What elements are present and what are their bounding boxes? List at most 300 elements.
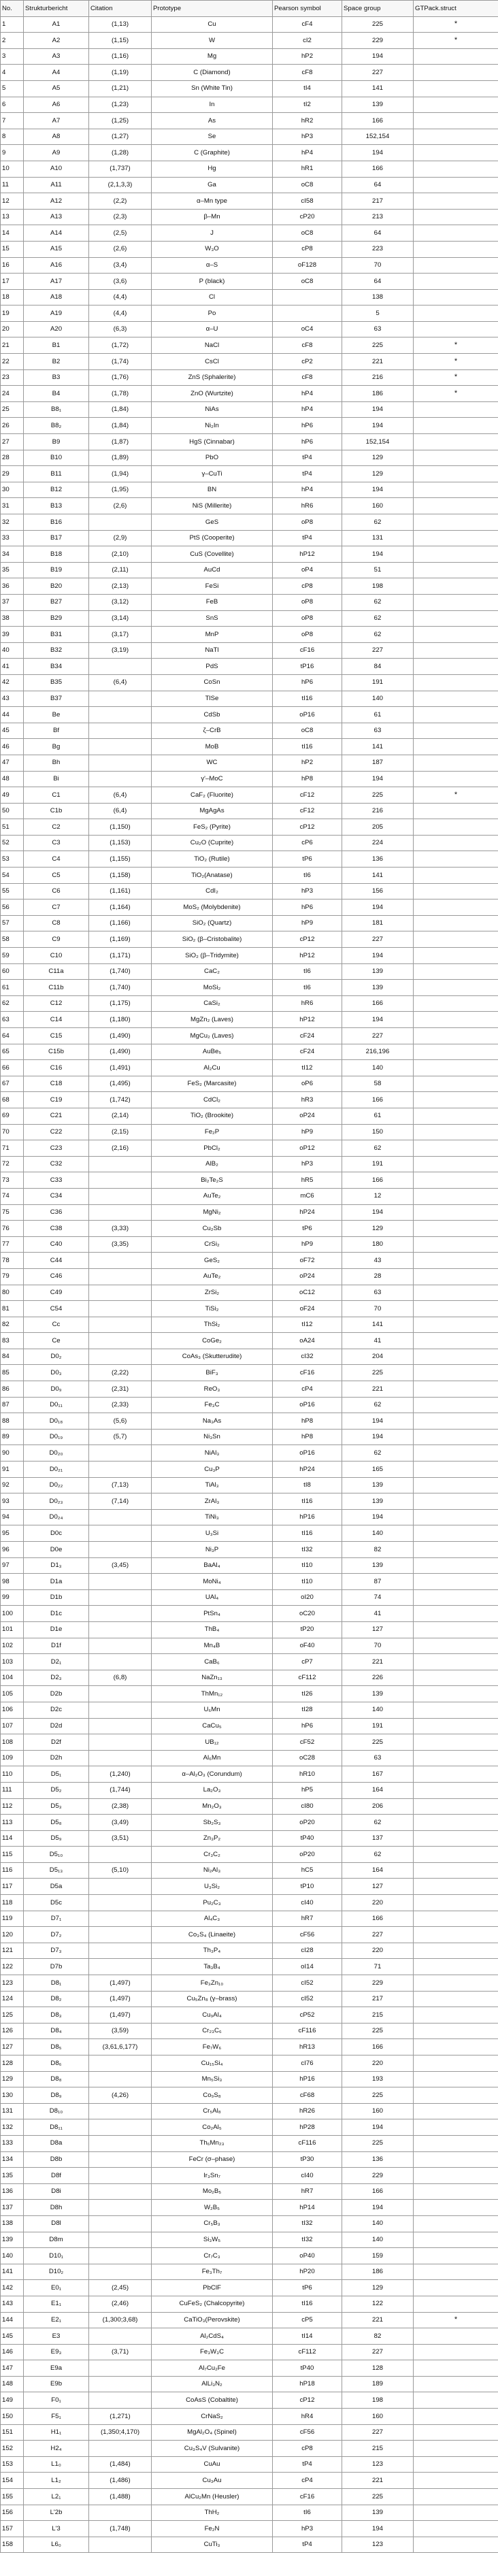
cell-no: 60 bbox=[1, 963, 24, 980]
table-row bbox=[1, 819, 498, 836]
cell-space-group: 227 bbox=[342, 642, 414, 659]
cell-space-group: 139 bbox=[342, 1686, 414, 1702]
table-row bbox=[1, 931, 498, 948]
cell-space-group: 194 bbox=[342, 145, 414, 161]
table-row bbox=[1, 2489, 498, 2505]
cell-no: 96 bbox=[1, 1542, 24, 1558]
table-row bbox=[1, 659, 498, 675]
cell-no: 156 bbox=[1, 2505, 24, 2521]
cell-pearson-symbol: cI76 bbox=[273, 2055, 342, 2072]
cell-space-group: 180 bbox=[342, 1236, 414, 1253]
cell-pearson-symbol: tP40 bbox=[273, 1830, 342, 1847]
table-row bbox=[1, 1750, 498, 1766]
cell-citation bbox=[89, 707, 152, 723]
table-row bbox=[1, 2280, 498, 2296]
table-row bbox=[1, 1044, 498, 1060]
cell-no: 86 bbox=[1, 1381, 24, 1398]
cell-pearson-symbol: hP6 bbox=[273, 434, 342, 450]
cell-strukturbericht: B3 bbox=[24, 369, 89, 386]
cell-citation bbox=[89, 691, 152, 707]
cell-citation: (1,95) bbox=[89, 482, 152, 498]
cell-gtpack-struct bbox=[414, 1349, 498, 1365]
cell-no: 130 bbox=[1, 2087, 24, 2104]
cell-pearson-symbol: cP8 bbox=[273, 578, 342, 595]
cell-space-group: 166 bbox=[342, 113, 414, 129]
cell-gtpack-struct bbox=[414, 2376, 498, 2392]
cell-citation bbox=[89, 2200, 152, 2216]
table-row bbox=[1, 1204, 498, 1221]
cell-gtpack-struct bbox=[414, 1076, 498, 1092]
table-row bbox=[1, 2135, 498, 2151]
table-row bbox=[1, 2200, 498, 2216]
cell-gtpack-struct bbox=[414, 915, 498, 931]
cell-citation: (1,169) bbox=[89, 931, 152, 948]
cell-strukturbericht: A16 bbox=[24, 257, 89, 274]
cell-strukturbericht: D2₁ bbox=[24, 1654, 89, 1670]
cell-gtpack-struct bbox=[414, 1589, 498, 1606]
cell-pearson-symbol: oC12 bbox=[273, 1285, 342, 1301]
table-row bbox=[1, 803, 498, 819]
cell-space-group: 129 bbox=[342, 450, 414, 466]
cell-citation bbox=[89, 1253, 152, 1269]
table-row bbox=[1, 1124, 498, 1140]
table-row bbox=[1, 2087, 498, 2104]
cell-citation bbox=[89, 2135, 152, 2151]
cell-no: 124 bbox=[1, 1991, 24, 2007]
cell-prototype: Hg bbox=[152, 161, 273, 177]
cell-pearson-symbol: cI28 bbox=[273, 1943, 342, 1959]
cell-citation: (1,240) bbox=[89, 1766, 152, 1783]
cell-prototype: TiO₂ (Brookite) bbox=[152, 1108, 273, 1124]
cell-pearson-symbol: cI2 bbox=[273, 33, 342, 49]
cell-space-group: 220 bbox=[342, 1895, 414, 1911]
cell-citation bbox=[89, 1268, 152, 1285]
table-row bbox=[1, 1702, 498, 1718]
cell-gtpack-struct bbox=[414, 2409, 498, 2425]
cell-citation bbox=[89, 1156, 152, 1172]
cell-prototype: MgAgAs bbox=[152, 803, 273, 819]
table-row bbox=[1, 1574, 498, 1590]
cell-pearson-symbol: hR7 bbox=[273, 2183, 342, 2200]
cell-strukturbericht: D8h bbox=[24, 2200, 89, 2216]
cell-gtpack-struct bbox=[414, 851, 498, 868]
cell-prototype: Co₂Al₅ bbox=[152, 2119, 273, 2136]
cell-no: 69 bbox=[1, 1108, 24, 1124]
cell-space-group: 62 bbox=[342, 1140, 414, 1157]
cell-prototype: Ga bbox=[152, 177, 273, 193]
cell-prototype: Po bbox=[152, 306, 273, 322]
cell-prototype: U₆Mn bbox=[152, 1702, 273, 1718]
cell-no: 49 bbox=[1, 787, 24, 804]
cell-citation: (6,4) bbox=[89, 803, 152, 819]
cell-gtpack-struct bbox=[414, 2087, 498, 2104]
cell-gtpack-struct bbox=[414, 257, 498, 274]
cell-space-group: 123 bbox=[342, 2456, 414, 2473]
cell-citation bbox=[89, 514, 152, 531]
cell-gtpack-struct bbox=[414, 2344, 498, 2360]
table-row bbox=[1, 723, 498, 739]
cell-no: 139 bbox=[1, 2232, 24, 2248]
cell-gtpack-struct bbox=[414, 2232, 498, 2248]
cell-citation: (1,488) bbox=[89, 2489, 152, 2505]
cell-pearson-symbol: hR6 bbox=[273, 995, 342, 1012]
cell-no: 29 bbox=[1, 466, 24, 482]
cell-no: 81 bbox=[1, 1301, 24, 1317]
cell-no: 22 bbox=[1, 354, 24, 370]
cell-prototype: FeB bbox=[152, 594, 273, 610]
cell-no: 155 bbox=[1, 2489, 24, 2505]
cell-pearson-symbol: tP6 bbox=[273, 2280, 342, 2296]
cell-prototype: Fe₂N bbox=[152, 2521, 273, 2537]
cell-prototype: NiAl₃ bbox=[152, 1445, 273, 1462]
cell-prototype: PbO bbox=[152, 450, 273, 466]
cell-prototype: CoAsS (Cobaltite) bbox=[152, 2392, 273, 2409]
cell-pearson-symbol: cF16 bbox=[273, 2489, 342, 2505]
cell-gtpack-struct bbox=[414, 1862, 498, 1879]
cell-strukturbericht: C1 bbox=[24, 787, 89, 804]
cell-no: 97 bbox=[1, 1557, 24, 1574]
cell-gtpack-struct bbox=[414, 1654, 498, 1670]
cell-space-group: 64 bbox=[342, 225, 414, 242]
cell-gtpack-struct bbox=[414, 1734, 498, 1751]
cell-strukturbericht: D5c bbox=[24, 1895, 89, 1911]
cell-prototype: Ni₃P bbox=[152, 1542, 273, 1558]
cell-citation bbox=[89, 1204, 152, 1221]
cell-no: 146 bbox=[1, 2344, 24, 2360]
cell-citation bbox=[89, 2232, 152, 2248]
cell-no: 127 bbox=[1, 2039, 24, 2055]
cell-strukturbericht: A7 bbox=[24, 113, 89, 129]
cell-space-group: 216,196 bbox=[342, 1044, 414, 1060]
cell-space-group: 140 bbox=[342, 1525, 414, 1542]
cell-gtpack-struct bbox=[414, 883, 498, 899]
cell-strukturbericht: Cc bbox=[24, 1317, 89, 1333]
cell-prototype: SiO₂ (β–Tridymite) bbox=[152, 948, 273, 964]
cell-space-group: 160 bbox=[342, 2409, 414, 2425]
table-row bbox=[1, 1975, 498, 1992]
col-header-citation: Citation bbox=[89, 1, 152, 17]
cell-no: 70 bbox=[1, 1124, 24, 1140]
cell-gtpack-struct bbox=[414, 2071, 498, 2087]
cell-gtpack-struct bbox=[414, 1525, 498, 1542]
table-row bbox=[1, 418, 498, 434]
cell-pearson-symbol: cF16 bbox=[273, 1365, 342, 1381]
cell-pearson-symbol: hP3 bbox=[273, 129, 342, 145]
cell-prototype: Co₉S₈ bbox=[152, 2087, 273, 2104]
cell-space-group: 139 bbox=[342, 1493, 414, 1510]
cell-space-group: 139 bbox=[342, 1557, 414, 1574]
cell-pearson-symbol: hP16 bbox=[273, 2071, 342, 2087]
cell-strukturbericht: D8₂ bbox=[24, 1991, 89, 2007]
table-row bbox=[1, 2007, 498, 2024]
table-row bbox=[1, 2441, 498, 2457]
cell-gtpack-struct bbox=[414, 1509, 498, 1525]
cell-pearson-symbol: oP16 bbox=[273, 1445, 342, 1462]
cell-citation bbox=[89, 2537, 152, 2553]
cell-no: 131 bbox=[1, 2103, 24, 2119]
cell-prototype: Al₂Cu bbox=[152, 1060, 273, 1076]
cell-no: 145 bbox=[1, 2328, 24, 2345]
cell-citation bbox=[89, 1172, 152, 1189]
cell-gtpack-struct bbox=[414, 1606, 498, 1622]
table-row bbox=[1, 1445, 498, 1462]
cell-prototype: CrNaS₂ bbox=[152, 2409, 273, 2425]
cell-prototype: PtS (Cooperite) bbox=[152, 530, 273, 546]
cell-prototype: P (black) bbox=[152, 274, 273, 290]
cell-prototype: Cu₂O (Cuprite) bbox=[152, 835, 273, 851]
table-row bbox=[1, 610, 498, 627]
cell-pearson-symbol: hP2 bbox=[273, 48, 342, 65]
cell-space-group: 51 bbox=[342, 562, 414, 578]
cell-citation: (1,23) bbox=[89, 97, 152, 113]
cell-gtpack-struct bbox=[414, 1333, 498, 1349]
cell-space-group: 127 bbox=[342, 1621, 414, 1638]
cell-pearson-symbol: tI2 bbox=[273, 97, 342, 113]
cell-citation: (1,25) bbox=[89, 113, 152, 129]
cell-space-group: 221 bbox=[342, 1381, 414, 1398]
cell-citation: (1,72) bbox=[89, 337, 152, 354]
cell-no: 84 bbox=[1, 1349, 24, 1365]
cell-pearson-symbol: cF112 bbox=[273, 1670, 342, 1686]
cell-space-group: 63 bbox=[342, 1285, 414, 1301]
cell-gtpack-struct bbox=[414, 931, 498, 948]
cell-no: 42 bbox=[1, 674, 24, 691]
cell-space-group: 194 bbox=[342, 899, 414, 916]
cell-prototype: Al₇Cu₂Fe bbox=[152, 2360, 273, 2377]
table-row bbox=[1, 257, 498, 274]
cell-no: 35 bbox=[1, 562, 24, 578]
cell-pearson-symbol: hP8 bbox=[273, 1429, 342, 1445]
table-row bbox=[1, 1557, 498, 1574]
cell-strukturbericht: B1 bbox=[24, 337, 89, 354]
cell-pearson-symbol: hP12 bbox=[273, 546, 342, 563]
cell-citation: (1,740) bbox=[89, 963, 152, 980]
table-row bbox=[1, 1493, 498, 1510]
cell-space-group: 227 bbox=[342, 2344, 414, 2360]
cell-gtpack-struct bbox=[414, 739, 498, 755]
cell-strukturbericht: L1₀ bbox=[24, 2456, 89, 2473]
cell-strukturbericht: D8m bbox=[24, 2232, 89, 2248]
cell-prototype: FeCr (σ–phase) bbox=[152, 2151, 273, 2168]
cell-pearson-symbol: hP6 bbox=[273, 1718, 342, 1734]
cell-gtpack-struct bbox=[414, 1750, 498, 1766]
cell-prototype: UB₁₂ bbox=[152, 1734, 273, 1751]
cell-no: 46 bbox=[1, 739, 24, 755]
cell-space-group: 194 bbox=[342, 1012, 414, 1028]
cell-citation bbox=[89, 2392, 152, 2409]
cell-strukturbericht: D0₂₀ bbox=[24, 1445, 89, 1462]
cell-strukturbericht: C32 bbox=[24, 1156, 89, 1172]
cell-pearson-symbol: oC8 bbox=[273, 225, 342, 242]
cell-space-group: 136 bbox=[342, 2151, 414, 2168]
cell-space-group: 186 bbox=[342, 2264, 414, 2280]
cell-gtpack-struct bbox=[414, 1927, 498, 1943]
cell-gtpack-struct bbox=[414, 2328, 498, 2345]
cell-no: 142 bbox=[1, 2280, 24, 2296]
table-row bbox=[1, 482, 498, 498]
cell-strukturbericht: B17 bbox=[24, 530, 89, 546]
cell-gtpack-struct bbox=[414, 1044, 498, 1060]
cell-strukturbericht: D2₃ bbox=[24, 1670, 89, 1686]
cell-space-group: 225 bbox=[342, 2023, 414, 2039]
cell-gtpack-struct bbox=[414, 177, 498, 193]
cell-gtpack-struct bbox=[414, 1028, 498, 1044]
cell-strukturbericht: D5₁ bbox=[24, 1766, 89, 1783]
cell-citation: (1,271) bbox=[89, 2409, 152, 2425]
cell-citation: (1,19) bbox=[89, 65, 152, 81]
cell-strukturbericht: D8f bbox=[24, 2168, 89, 2184]
cell-strukturbericht: B8₂ bbox=[24, 418, 89, 434]
cell-prototype: TiSi₂ bbox=[152, 1301, 273, 1317]
cell-prototype: ZrSi₂ bbox=[152, 1285, 273, 1301]
cell-no: 11 bbox=[1, 177, 24, 193]
cell-citation: (1,158) bbox=[89, 868, 152, 884]
cell-citation bbox=[89, 1734, 152, 1751]
cell-no: 120 bbox=[1, 1927, 24, 1943]
cell-prototype: Mg bbox=[152, 48, 273, 65]
cell-citation bbox=[89, 1317, 152, 1333]
cell-space-group: 194 bbox=[342, 2521, 414, 2537]
cell-gtpack-struct bbox=[414, 418, 498, 434]
cell-strukturbericht: B29 bbox=[24, 610, 89, 627]
cell-gtpack-struct bbox=[414, 1204, 498, 1221]
cell-citation: (1,94) bbox=[89, 466, 152, 482]
cell-space-group: 221 bbox=[342, 1654, 414, 1670]
cell-prototype: FeS₂ (Pyrite) bbox=[152, 819, 273, 836]
cell-no: 61 bbox=[1, 980, 24, 996]
cell-pearson-symbol: cP4 bbox=[273, 2473, 342, 2489]
cell-citation: (6,8) bbox=[89, 1670, 152, 1686]
table-row bbox=[1, 980, 498, 996]
cell-gtpack-struct bbox=[414, 2103, 498, 2119]
cell-strukturbericht: D8₉ bbox=[24, 2087, 89, 2104]
cell-no: 109 bbox=[1, 1750, 24, 1766]
cell-space-group: 227 bbox=[342, 65, 414, 81]
table-row bbox=[1, 1879, 498, 1895]
cell-citation bbox=[89, 2360, 152, 2377]
cell-pearson-symbol: hP6 bbox=[273, 418, 342, 434]
cell-no: 104 bbox=[1, 1670, 24, 1686]
cell-no: 53 bbox=[1, 851, 24, 868]
cell-space-group: 70 bbox=[342, 1638, 414, 1654]
cell-gtpack-struct bbox=[414, 193, 498, 210]
cell-prototype: Cr₅Al₈ bbox=[152, 2103, 273, 2119]
cell-no: 100 bbox=[1, 1606, 24, 1622]
table-row bbox=[1, 2071, 498, 2087]
cell-space-group: 227 bbox=[342, 1028, 414, 1044]
cell-space-group: 82 bbox=[342, 1542, 414, 1558]
cell-space-group: 128 bbox=[342, 2360, 414, 2377]
cell-pearson-symbol: cF4 bbox=[273, 16, 342, 33]
table-row bbox=[1, 674, 498, 691]
cell-no: 83 bbox=[1, 1333, 24, 1349]
cell-pearson-symbol: hP9 bbox=[273, 1124, 342, 1140]
cell-gtpack-struct bbox=[414, 2424, 498, 2441]
cell-no: 118 bbox=[1, 1895, 24, 1911]
cell-pearson-symbol: hC5 bbox=[273, 1862, 342, 1879]
cell-no: 13 bbox=[1, 209, 24, 225]
col-header-no: No. bbox=[1, 1, 24, 17]
cell-pearson-symbol: oC8 bbox=[273, 177, 342, 193]
cell-strukturbericht: B31 bbox=[24, 627, 89, 643]
cell-no: 44 bbox=[1, 707, 24, 723]
cell-citation bbox=[89, 2183, 152, 2200]
cell-no: 112 bbox=[1, 1798, 24, 1815]
cell-pearson-symbol: oP40 bbox=[273, 2248, 342, 2264]
table-row bbox=[1, 1830, 498, 1847]
cell-space-group: 220 bbox=[342, 1943, 414, 1959]
cell-pearson-symbol: tI6 bbox=[273, 963, 342, 980]
cell-space-group: 225 bbox=[342, 2489, 414, 2505]
cell-no: 40 bbox=[1, 642, 24, 659]
cell-prototype: W₃O bbox=[152, 241, 273, 257]
cell-strukturbericht: D1e bbox=[24, 1621, 89, 1638]
cell-gtpack-struct bbox=[414, 466, 498, 482]
cell-no: 133 bbox=[1, 2135, 24, 2151]
cell-no: 16 bbox=[1, 257, 24, 274]
cell-citation bbox=[89, 2103, 152, 2119]
table-row bbox=[1, 161, 498, 177]
cell-pearson-symbol: oI14 bbox=[273, 1959, 342, 1975]
cell-citation bbox=[89, 1509, 152, 1525]
cell-prototype: HgS (Cinnabar) bbox=[152, 434, 273, 450]
cell-citation: (1,161) bbox=[89, 883, 152, 899]
cell-citation: (1,486) bbox=[89, 2473, 152, 2489]
cell-pearson-symbol: tI32 bbox=[273, 2215, 342, 2232]
cell-prototype: MgZn₂ (Laves) bbox=[152, 1012, 273, 1028]
cell-gtpack-struct bbox=[414, 546, 498, 563]
cell-space-group: 139 bbox=[342, 963, 414, 980]
cell-gtpack-struct bbox=[414, 113, 498, 129]
cell-prototype: Se bbox=[152, 129, 273, 145]
cell-no: 57 bbox=[1, 915, 24, 931]
cell-pearson-symbol: cP8 bbox=[273, 2441, 342, 2457]
cell-pearson-symbol: tP20 bbox=[273, 1621, 342, 1638]
cell-space-group: 141 bbox=[342, 739, 414, 755]
cell-pearson-symbol: hP9 bbox=[273, 915, 342, 931]
cell-citation: (1,490) bbox=[89, 1028, 152, 1044]
cell-gtpack-struct bbox=[414, 2200, 498, 2216]
cell-pearson-symbol: cF12 bbox=[273, 803, 342, 819]
cell-citation: (1,84) bbox=[89, 401, 152, 418]
cell-gtpack-struct bbox=[414, 1895, 498, 1911]
cell-pearson-symbol: cP12 bbox=[273, 931, 342, 948]
cell-no: 91 bbox=[1, 1462, 24, 1478]
cell-pearson-symbol: oC8 bbox=[273, 274, 342, 290]
cell-pearson-symbol: hP3 bbox=[273, 883, 342, 899]
cell-prototype: MoB bbox=[152, 739, 273, 755]
cell-gtpack-struct bbox=[414, 1911, 498, 1927]
table-row bbox=[1, 289, 498, 306]
cell-prototype: Al₂CdS₄ bbox=[152, 2328, 273, 2345]
cell-strukturbericht: E9₃ bbox=[24, 2344, 89, 2360]
cell-citation bbox=[89, 2215, 152, 2232]
cell-citation: (3,45) bbox=[89, 1557, 152, 1574]
cell-strukturbericht: C40 bbox=[24, 1236, 89, 1253]
cell-gtpack-struct bbox=[414, 1429, 498, 1445]
cell-pearson-symbol: hR10 bbox=[273, 1766, 342, 1783]
table-row bbox=[1, 354, 498, 370]
cell-prototype: Al₄C₃ bbox=[152, 1911, 273, 1927]
cell-pearson-symbol: cP7 bbox=[273, 1654, 342, 1670]
cell-gtpack-struct bbox=[414, 97, 498, 113]
table-row bbox=[1, 2537, 498, 2553]
cell-strukturbericht: D2b bbox=[24, 1686, 89, 1702]
cell-space-group: 229 bbox=[342, 1975, 414, 1992]
cell-pearson-symbol: oC8 bbox=[273, 723, 342, 739]
cell-gtpack-struct bbox=[414, 2473, 498, 2489]
cell-pearson-symbol: cP12 bbox=[273, 2392, 342, 2409]
